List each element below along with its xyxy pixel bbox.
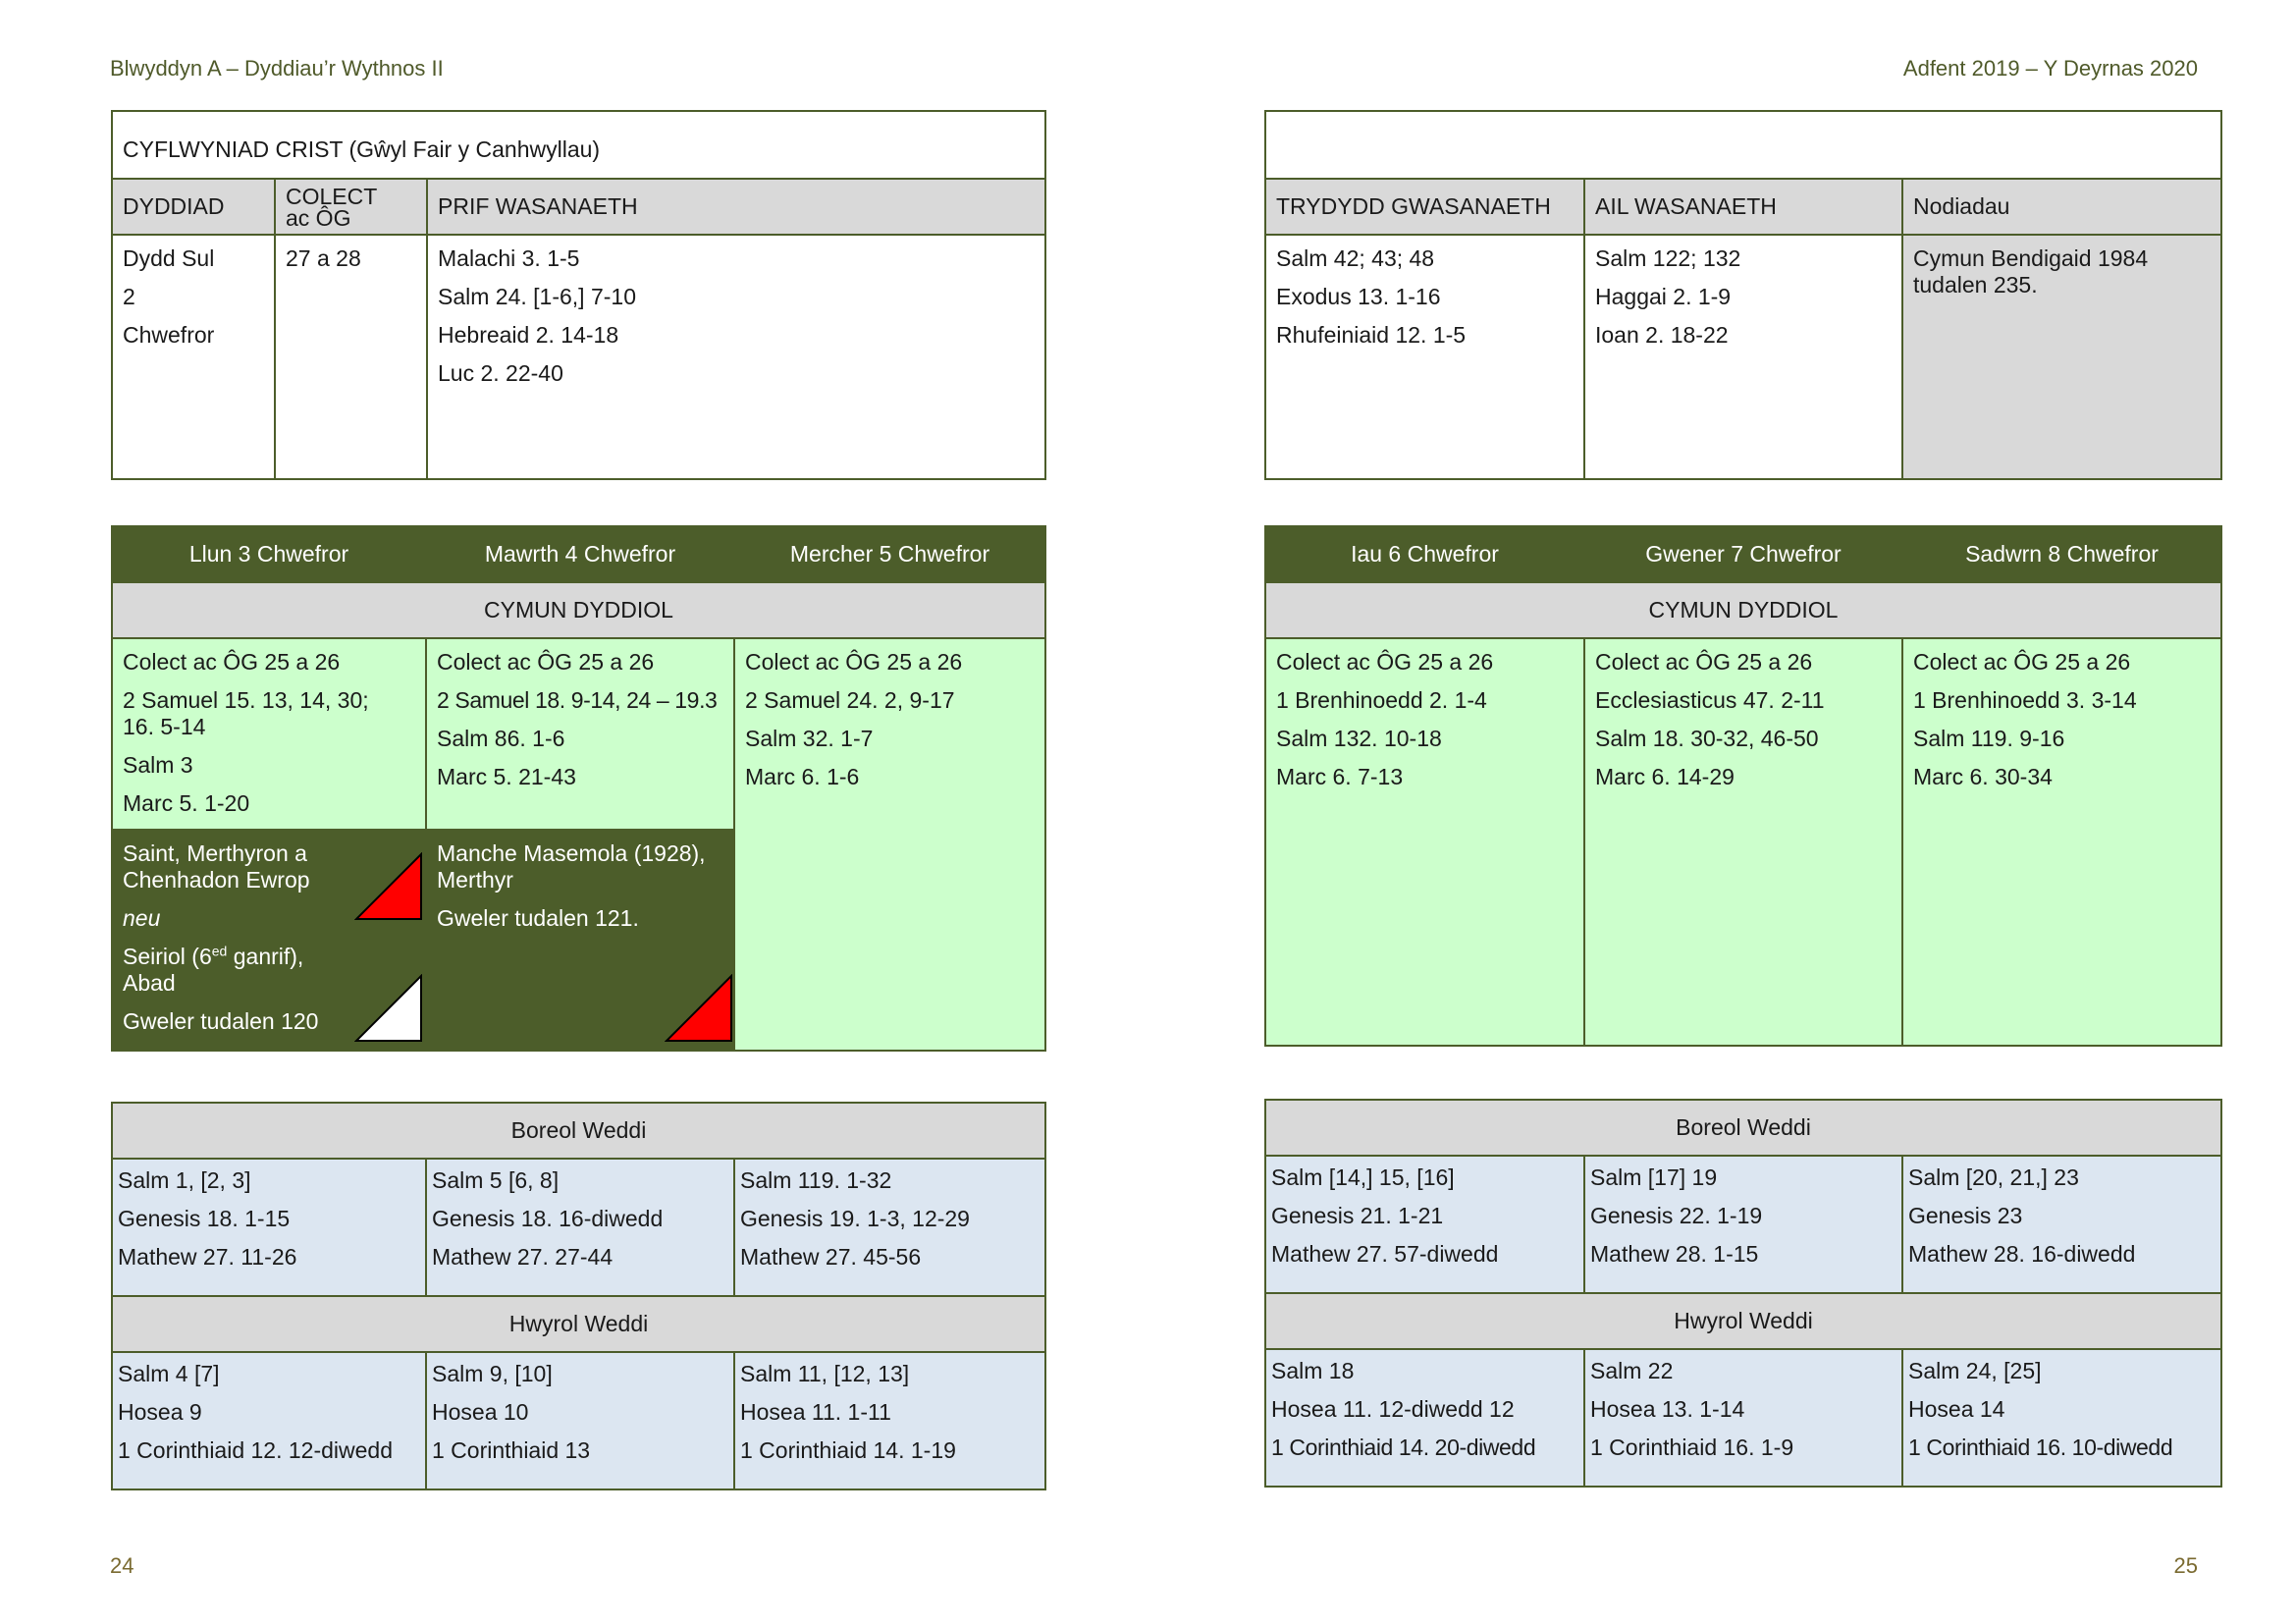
office-table-right: [1264, 1099, 2222, 1488]
morning-readings: Salm 119. 1-32 Genesis 19. 1-3, 12-29 Mathew 27. 45-56: [734, 1159, 1045, 1296]
day-header: Gwener 7 Chwefror: [1584, 526, 1902, 582]
sunday-table-right: [1264, 110, 2222, 480]
day-readings: Colect ac ÔG 25 a 26 2 Samuel 24. 2, 9-17 Salm 32. 1-7 Marc 6. 1-6: [734, 638, 1045, 1051]
saint-name: Manche Masemola (1928), Merthyr: [437, 840, 706, 893]
col-header-main-service: PRIF WASANAETH: [427, 179, 1045, 235]
main-service-readings: [427, 235, 1045, 479]
morning-readings: Salm 1, [2, 3] Genesis 18. 1-15 Mathew 27. 11-26: [112, 1159, 426, 1296]
morning-readings: Salm [14,] 15, [16] Genesis 21. 1-21 Mathew 27. 57-diwedd: [1265, 1156, 1584, 1293]
page-number-right: 25: [2173, 1553, 2198, 1578]
morning-prayer-band: Boreol Weddi: [112, 1103, 1045, 1159]
notes-cell: Cymun Bendigaid 1984 tudalen 235.: [1902, 235, 2221, 479]
evening-readings: Salm 9, [10] Hosea 10 1 Corinthiaid 13: [426, 1352, 734, 1489]
reading: Malachi 3. 1-5: [438, 245, 580, 271]
feast-title-blank: [1265, 111, 2221, 179]
feast-title: CYFLWYNIAD CRIST (Gŵyl Fair y Canhwyllau): [112, 111, 1045, 179]
page-number-left: 24: [110, 1553, 134, 1578]
col-header-notes: Nodiadau: [1902, 179, 2221, 235]
evening-prayer-band: Hwyrol Weddi: [1265, 1293, 2221, 1349]
reading: Ioan 2. 18-22: [1595, 322, 1729, 348]
sunday-date-line: Chwefror: [123, 322, 215, 348]
reading: Luc 2. 22-40: [438, 360, 563, 386]
morning-readings: Salm [17] 19 Genesis 22. 1-19 Mathew 28. 1-15: [1584, 1156, 1902, 1293]
day-readings: Colect ac ÔG 25 a 26 2 Samuel 18. 9-14, 24 – 19.3 Salm 86. 1-6 Marc 5. 21-43: [426, 638, 734, 830]
col-header-third-service: TRYDYDD GWASANAETH: [1265, 179, 1584, 235]
or-label: neu: [123, 905, 161, 931]
saint-commemoration-cell: [426, 830, 734, 1051]
day-header: Llun 3 Chwefror: [112, 526, 426, 582]
reading: Hebreaid 2. 14-18: [438, 322, 619, 348]
reading: Salm 122; 132: [1595, 245, 1741, 271]
office-table-left: [111, 1102, 1046, 1490]
morning-readings: Salm 5 [6, 8] Genesis 18. 16-diwedd Mathew 27. 27-44: [426, 1159, 734, 1296]
day-readings: Colect ac ÔG 25 a 26 Ecclesiasticus 47. 2-11 Salm 18. 30-32, 46-50 Marc 6. 14-29: [1584, 638, 1902, 1046]
day-readings: Colect ac ÔG 25 a 26 1 Brenhinoedd 2. 1-4 Salm 132. 10-18 Marc 6. 7-13: [1265, 638, 1584, 1046]
sunday-date-cell: [112, 235, 275, 479]
col-header-day: DYDDIAD: [112, 179, 275, 235]
day-header: Sadwrn 8 Chwefror: [1902, 526, 2221, 582]
daily-communion-band: CYMUN DYDDIOL: [112, 582, 1045, 638]
saint-name: Saint, Merthyron a Chenhadon Ewrop: [123, 840, 310, 893]
day-header: Iau 6 Chwefror: [1265, 526, 1584, 582]
page-header-right: Adfent 2019 – Y Deyrnas 2020: [1902, 56, 2198, 81]
reading: Exodus 13. 1-16: [1276, 284, 1441, 309]
evening-readings: Salm 18 Hosea 11. 12-diwedd 12 1 Corinthiaid 14. 20-diwedd: [1265, 1349, 1584, 1487]
reading: Salm 24. [1-6,] 7-10: [438, 284, 636, 309]
second-service-readings: [1584, 235, 1902, 479]
red-triangle-icon: [354, 852, 423, 921]
col-header-collect: COLECT ac ÔG: [275, 179, 427, 235]
see-page: Gweler tudalen 120: [123, 1008, 319, 1034]
reading: Rhufeiniaid 12. 1-5: [1276, 322, 1467, 348]
day-header: Mercher 5 Chwefror: [734, 526, 1045, 582]
sunday-collect-cell: 27 a 28: [275, 235, 427, 479]
evening-readings: Salm 22 Hosea 13. 1-14 1 Corinthiaid 16. 1-9: [1584, 1349, 1902, 1487]
see-page: Gweler tudalen 121.: [437, 905, 639, 931]
evening-readings: Salm 24, [25] Hosea 14 1 Corinthiaid 16. 10-diwedd: [1902, 1349, 2221, 1487]
weekday-table-right: [1264, 525, 2222, 1047]
day-readings: Colect ac ÔG 25 a 26 1 Brenhinoedd 3. 3-14 Salm 119. 9-16 Marc 6. 30-34: [1902, 638, 2221, 1046]
weekday-table-left: [111, 525, 1046, 1052]
col-header-second-service: AIL WASANAETH: [1584, 179, 1902, 235]
sunday-table-left: [111, 110, 1046, 480]
reading: Salm 42; 43; 48: [1276, 245, 1435, 271]
day-header: Mawrth 4 Chwefror: [426, 526, 734, 582]
page-header-left: Blwyddyn A – Dyddiau’r Wythnos II: [110, 56, 444, 81]
morning-readings: Salm [20, 21,] 23 Genesis 23 Mathew 28. 16-diwedd: [1902, 1156, 2221, 1293]
morning-prayer-band: Boreol Weddi: [1265, 1100, 2221, 1156]
third-service-readings: [1265, 235, 1584, 479]
white-triangle-icon: [354, 974, 423, 1043]
saint-commemoration-cell: [112, 830, 426, 1051]
saint-name: Seiriol ($6^{ed}$ ganrif), Abad: [123, 943, 304, 996]
reading: Haggai 2. 1-9: [1595, 284, 1732, 309]
sunday-date-line: 2: [123, 284, 135, 309]
red-triangle-icon: [665, 974, 733, 1043]
evening-prayer-band: Hwyrol Weddi: [112, 1296, 1045, 1352]
daily-communion-band: CYMUN DYDDIOL: [1265, 582, 2221, 638]
evening-readings: Salm 11, [12, 13] Hosea 11. 1-11 1 Corinthiaid 14. 1-19: [734, 1352, 1045, 1489]
day-readings: Colect ac ÔG 25 a 26 2 Samuel 15. 13, 14, 30; 16. 5-14 Salm 3 Marc 5. 1-20: [112, 638, 426, 830]
sunday-date-line: Dydd Sul: [123, 245, 215, 271]
evening-readings: Salm 4 [7] Hosea 9 1 Corinthiaid 12. 12-diwedd: [112, 1352, 426, 1489]
